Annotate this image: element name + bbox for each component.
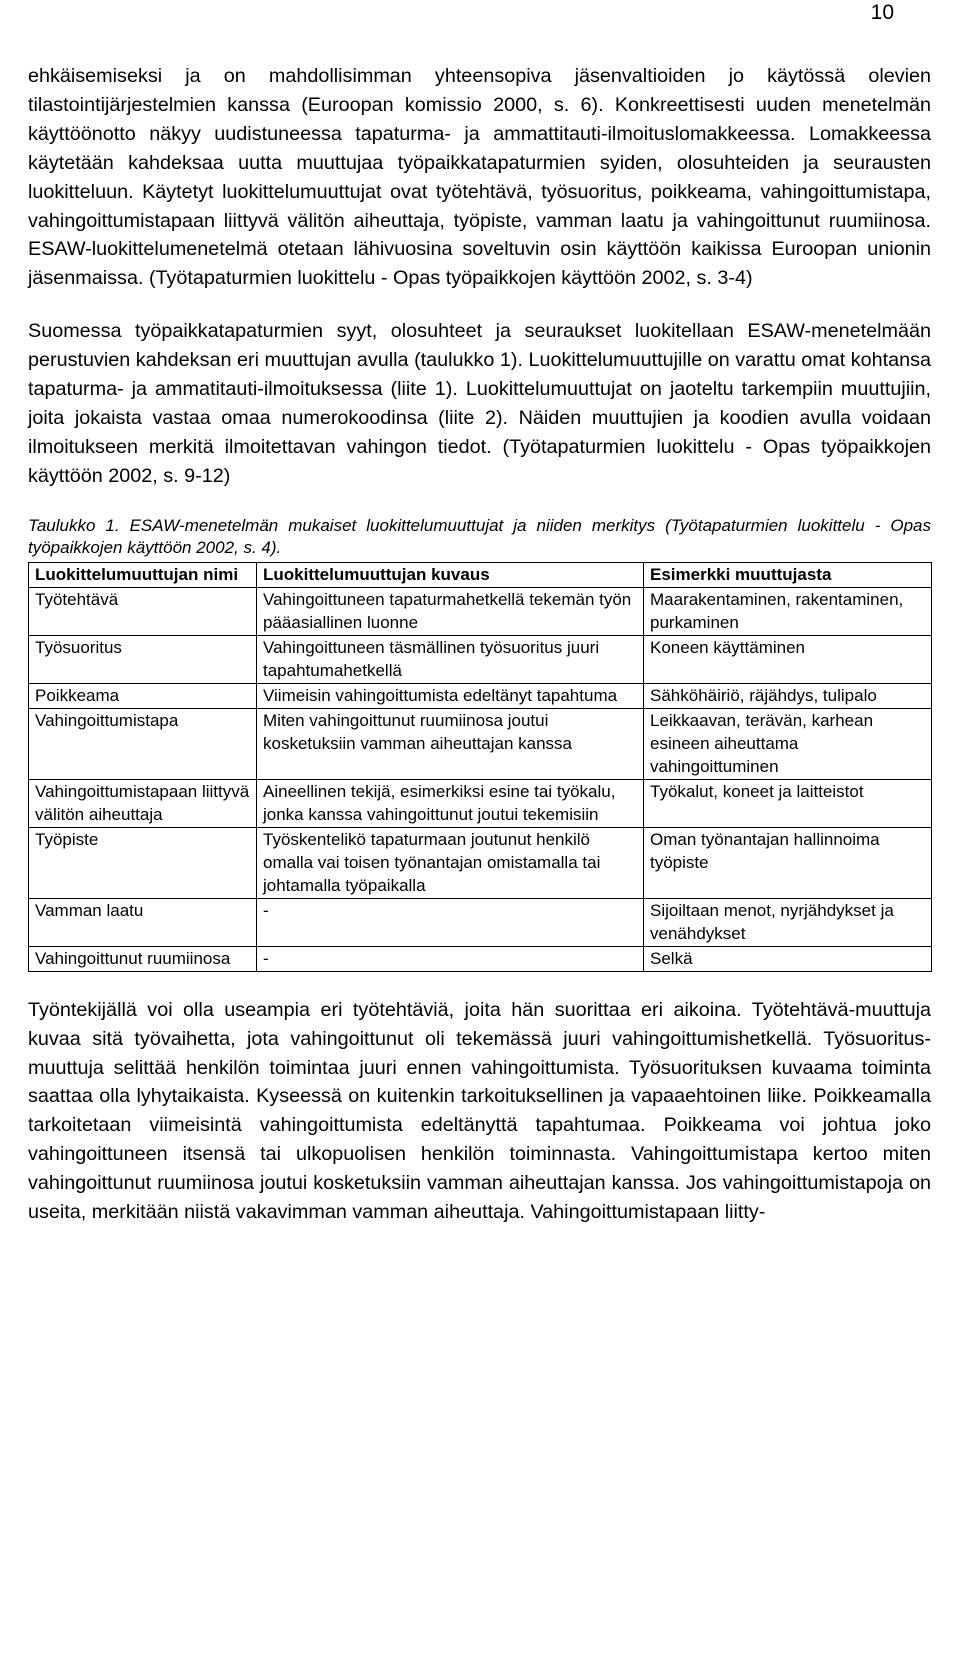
table-row bbox=[29, 898, 932, 946]
header-variable-name: Luokittelumuuttujan nimi bbox=[29, 562, 257, 587]
cell-description: Vahingoittuneen tapaturmahetkellä tekemän työn pääasiallinen luonne bbox=[257, 587, 644, 635]
cell-description: Työskentelikö tapaturmaan joutunut henkilö omalla vai toisen työnantajan omistamalla tai johtamalla työpaikalla bbox=[257, 827, 644, 898]
cell-description: - bbox=[257, 898, 644, 946]
esaw-variables-table bbox=[28, 562, 932, 972]
cell-description: Viimeisin vahingoittumista edeltänyt tapahtuma bbox=[257, 683, 644, 708]
header-variable-example: Esimerkki muuttujasta bbox=[644, 562, 932, 587]
cell-example: Sähköhäiriö, räjähdys, tulipalo bbox=[644, 683, 932, 708]
table-caption-text: ESAW-menetelmän mukaiset luokittelumuuttujat ja niiden merkitys (Työtapaturmien luokittelu - Opas työpaikkojen käyttöön 2002, s. 4). bbox=[28, 515, 931, 557]
cell-example: Maarakentaminen, rakentaminen, purkaminen bbox=[644, 587, 932, 635]
table-header-row bbox=[29, 562, 932, 587]
cell-name: Vahingoittunut ruumiinosa bbox=[29, 946, 257, 971]
table-caption-label: Taulukko 1. bbox=[28, 515, 120, 535]
cell-example: Oman työnantajan hallinnoima työpiste bbox=[644, 827, 932, 898]
cell-name: Poikkeama bbox=[29, 683, 257, 708]
cell-description: Aineellinen tekijä, esimerkiksi esine tai työkalu, jonka kanssa vahingoittunut joutui tekemisiin bbox=[257, 779, 644, 827]
cell-description: Miten vahingoittunut ruumiinosa joutui kosketuksiin vamman aiheuttajan kanssa bbox=[257, 708, 644, 779]
page-content bbox=[28, 62, 931, 1227]
table-caption bbox=[28, 515, 931, 559]
header-variable-description: Luokittelumuuttujan kuvaus bbox=[257, 562, 644, 587]
cell-name: Vamman laatu bbox=[29, 898, 257, 946]
cell-example: Sijoiltaan menot, nyrjähdykset ja venähdykset bbox=[644, 898, 932, 946]
cell-description: - bbox=[257, 946, 644, 971]
table-row bbox=[29, 635, 932, 683]
table-row bbox=[29, 827, 932, 898]
table-row bbox=[29, 946, 932, 971]
cell-name: Työtehtävä bbox=[29, 587, 257, 635]
table-row bbox=[29, 779, 932, 827]
table-row bbox=[29, 708, 932, 779]
cell-example: Työkalut, koneet ja laitteistot bbox=[644, 779, 932, 827]
cell-name: Vahingoittumistapaan liittyvä välitön aiheuttaja bbox=[29, 779, 257, 827]
body-paragraph: Suomessa työpaikkatapaturmien syyt, olosuhteet ja seuraukset luokitellaan ESAW-menetelmään perustuvien kahdeksan eri muuttujan avulla (taulukko 1). Luokittelumuuttujille on varattu omat kohtansa tapaturma- ja ammatitauti-ilmoituksessa (liite 1). Luokittelumuuttujat on jaoteltu tarkempiin muuttujiin, joita jokaista vastaa omaa numerokoodinsa (liite 2). Näiden muuttujien ja koodien avulla voidaan ilmoitukseen merkitä ilmoitettavan vahingon tiedot. (Työtapaturmien luokittelu - Opas työpaikkojen käyttöön 2002, s. 9-12) bbox=[28, 320, 931, 487]
table-row bbox=[29, 683, 932, 708]
cell-example: Leikkaavan, terävän, karhean esineen aiheuttama vahingoittuminen bbox=[644, 708, 932, 779]
body-paragraph: ehkäisemiseksi ja on mahdollisimman yhteensopiva jäsenvaltioiden jo käytössä olevien tilastointijärjestelmien kanssa (Euroopan komissio 2000, s. 6). Konkreettisesti uuden menetelmän käyttöönotto näkyy uudistuneessa tapaturma- ja ammattitauti-ilmoituslomakkeessa. Lomakkeessa käytetään kahdeksaa uutta muuttujaa työpaikkatapaturmien syiden, olosuhteiden ja seurausten luokitteluun. Käytetyt luokittelumuuttujat ovat työtehtävä, työsuoritus, poikkeama, vahingoittumistapa, vahingoittumistapaan liittyvä välitön aiheuttaja, työpiste, vamman laatu ja vahingoittunut ruumiinosa. ESAW-luokittelumenetelmä otetaan lähivuosina soveltuvin osin käyttöön kaikissa Euroopan unionin jäsenmaissa. (Työtapaturmien luokittelu - Opas työpaikkojen käyttöön 2002, s. 3-4) bbox=[28, 65, 931, 290]
body-paragraph: Työntekijällä voi olla useampia eri työtehtäviä, joita hän suorittaa eri aikoina. Työtehtävä-muuttuja kuvaa sitä työvaihetta, jota vahingoittunut oli tekemässä juuri vahingoittumishetkellä. Työsuoritus-muuttuja selittää henkilön toimintaa juuri ennen vahingoittumista. Työsuorituksen kuvaama toiminta saattaa olla lyhytaikaista. Kyseessä on kuitenkin tarkoituksellinen ja vapaaehtoinen liike. Poikkeamalla tarkoitetaan viimeisintä vahingoittumista edeltänyttä tapahtumaa. Poikkeama voi johtua joko vahingoittuneen itsensä tai ulkopuolisen henkilön toiminnasta. Vahingoittumistapa kertoo miten vahingoittunut ruumiinosa joutui kosketuksiin vamman aiheuttajan kanssa. Jos vahingoittumistapoja on useita, merkitään niistä vakavimman vamman aiheuttaja. Vahingoittumistapaan liitty- bbox=[28, 998, 931, 1224]
table-row bbox=[29, 587, 932, 635]
cell-name: Vahingoittumistapa bbox=[29, 708, 257, 779]
cell-name: Työpiste bbox=[29, 827, 257, 898]
cell-example: Koneen käyttäminen bbox=[644, 635, 932, 683]
cell-description: Vahingoittuneen täsmällinen työsuoritus juuri tapahtumahetkellä bbox=[257, 635, 644, 683]
cell-name: Työsuoritus bbox=[29, 635, 257, 683]
cell-example: Selkä bbox=[644, 946, 932, 971]
page-number: 10 bbox=[870, 1, 894, 24]
